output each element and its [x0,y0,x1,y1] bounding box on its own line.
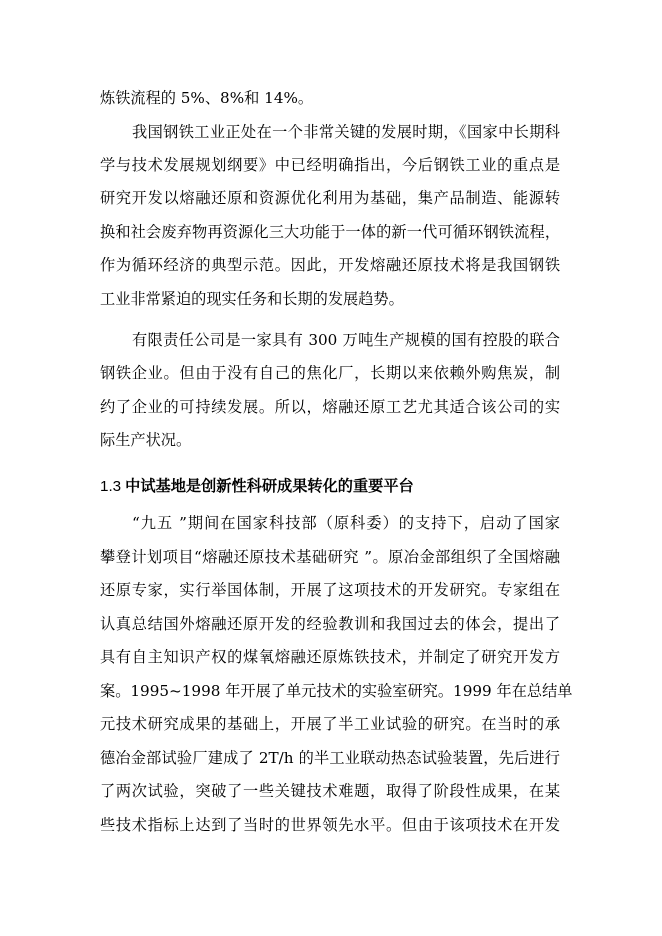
paragraph-line: 研究开发以熔融还原和资源优化利用为基础，集产品制造、能源转 [100,189,560,207]
paragraph-line: 际生产状况。 [100,431,192,449]
paragraph-line: 作为循环经济的典型示范。因此，开发熔融还原技术将是我国钢铁 [100,256,560,274]
paragraph-line: 具有自主知识产权的煤氧熔融还原炼铁技术，并制定了研究开发方 [100,648,560,666]
paragraph-line: 工业非常紧迫的现实任务和长期的发展趋势。 [100,290,404,308]
paragraph-line: 攀登计划项目“熔融还原技术基础研究 ”。原冶金部组织了全国熔融 [100,548,560,566]
paragraph-line: 炼铁流程的 5%、8%和 14%。 [100,89,314,107]
section-heading [100,476,560,497]
section-number: 1.3 [100,478,122,495]
paragraph-line: 德冶金部试验厂建成了 2T/h 的半工业联动热态试验装置，先后进行 [100,749,560,767]
paragraph-line: 约了企业的可持续发展。所以，熔融还原工艺尤其适合该公司的实 [100,398,560,416]
paragraph-line: 学与技术发展规划纲要》中已经明确指出，今后钢铁工业的重点是 [100,156,560,174]
paragraph-line: 些技术指标上达到了当时的世界领先水平。但由于该项技术在开发 [100,816,560,834]
paragraph-line: 还原专家，实行举国体制，开展了这项技术的开发研究。专家组在 [100,581,560,599]
paragraph-line: 换和社会废弃物再资源化三大功能于一体的新一代可循环钢铁流程， [100,223,560,241]
paragraph-line: 有限责任公司是一家具有 300 万吨生产规模的国有控股的联合 [132,331,560,349]
paragraph-line: 元技术研究成果的基础上，开展了半工业试验的研究。在当时的承 [100,715,560,733]
paragraph-line: “九五 ”期间在国家科技部（原科委）的支持下，启动了国家 [132,514,560,532]
paragraph-line: 我国钢铁工业正处在一个非常关键的发展时期，《国家中长期科 [132,123,560,141]
paragraph-line: 认真总结国外熔融还原开发的经验教训和我国过去的体会，提出了 [100,615,560,633]
paragraph-line: 了两次试验，突破了一些关键技术难题，取得了阶段性成果，在某 [100,782,560,800]
paragraph-line: 案。1995~1998 年开展了单元技术的实验室研究。1999 年在总结单 [100,682,573,700]
paragraph-line: 钢铁企业。但由于没有自己的焦化厂，长期以来依赖外购焦炭，制 [100,364,560,382]
section-title: 中试基地是创新性科研成果转化的重要平台 [125,477,414,495]
